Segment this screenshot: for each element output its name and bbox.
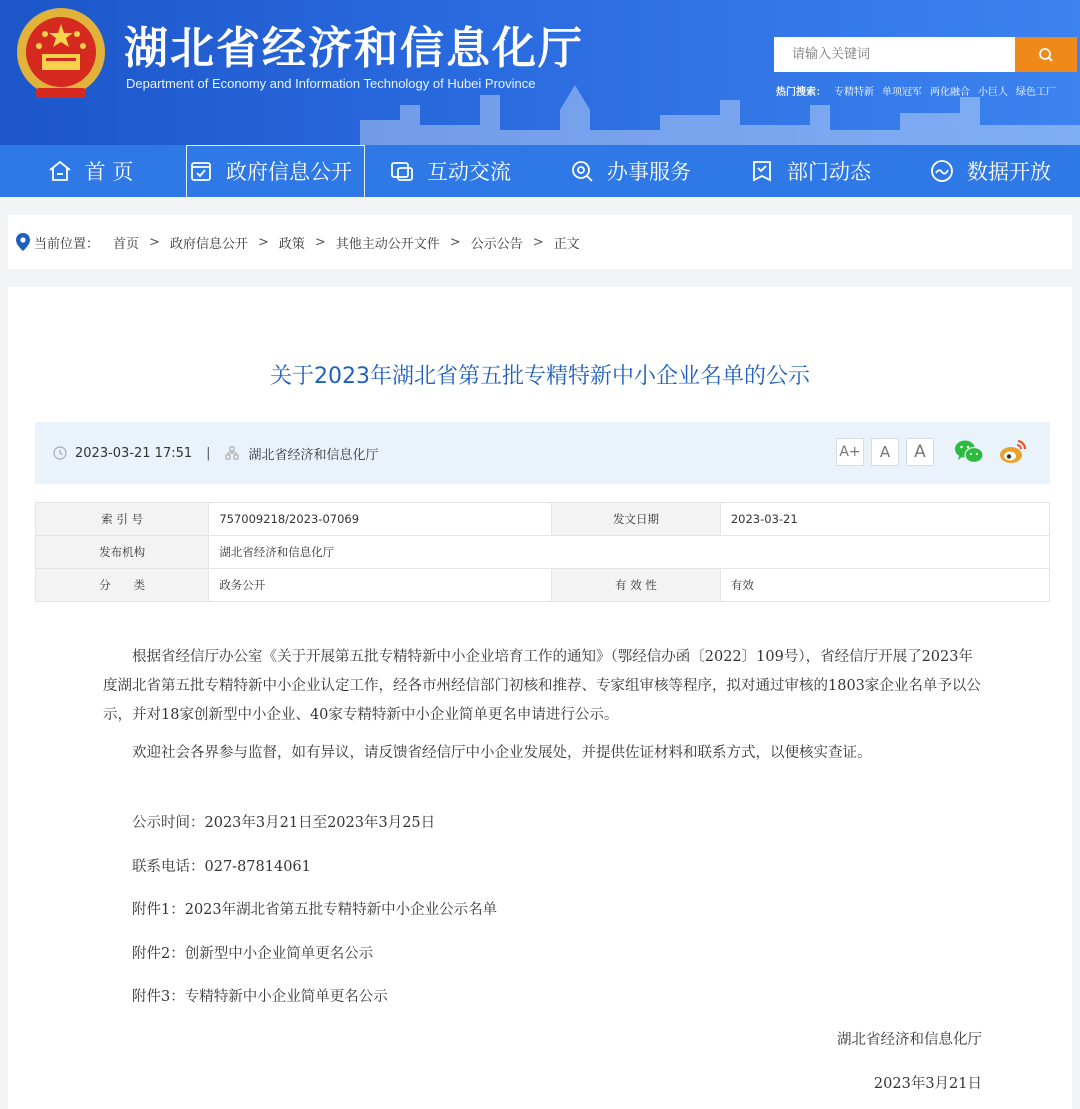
article-datetime: 2023-03-21 17:51 [75, 445, 193, 461]
nav-item-services[interactable] [540, 145, 720, 197]
breadcrumb-separator: > [257, 234, 269, 250]
hot-search-term[interactable]: 专精特新 [834, 87, 874, 98]
wechat-icon[interactable] [954, 438, 984, 466]
font-default-button[interactable] [871, 438, 899, 466]
site-header [0, 0, 1080, 145]
hot-search-term[interactable]: 小巨人 [978, 87, 1008, 98]
article-title: 关于2023年湖北省第五批专精特新中小企业名单的公示 [270, 364, 810, 389]
data-icon [929, 158, 955, 184]
chat-icon [389, 158, 415, 184]
search-button[interactable] [1015, 37, 1077, 72]
publicity-period: 公示时间：2023年3月21日至2023年3月25日 [132, 815, 436, 831]
breadcrumb-separator: > [532, 234, 544, 250]
breadcrumb-item[interactable]: 其他主动公开文件 [335, 236, 440, 252]
news-icon [749, 158, 775, 184]
location-pin-icon [16, 233, 30, 251]
article-source: 湖北省经济和信息化厅 [248, 447, 379, 463]
breadcrumb-separator: > [449, 234, 461, 250]
search-icon [1038, 47, 1054, 63]
article-body [103, 643, 987, 1005]
table-row [36, 503, 1050, 536]
nav-item-gov-info[interactable] [180, 145, 360, 197]
breadcrumb-item[interactable]: 首页 [113, 236, 140, 252]
organization-icon [225, 446, 239, 460]
index-value: 757009218/2023-07069 [209, 503, 552, 536]
font-increase-label: A+ [839, 444, 861, 460]
meta-divider: | [206, 445, 211, 461]
main-nav [0, 145, 1080, 197]
clock-icon [53, 446, 67, 460]
breadcrumb [8, 215, 1072, 269]
hot-search-label: 热门搜索： [776, 87, 826, 98]
nav-label: 部门动态 [787, 160, 871, 184]
article-card [8, 287, 1072, 1109]
service-icon [569, 158, 595, 184]
category-label: 分 类 [36, 569, 209, 602]
share-controls [954, 438, 1028, 466]
validity-label: 有 效 性 [552, 569, 721, 602]
date-value: 2023-03-21 [720, 503, 1049, 536]
nav-item-data[interactable] [900, 145, 1080, 197]
hot-search-term[interactable]: 绿色工厂 [1016, 87, 1056, 98]
signature-organization: 湖北省经济和信息化厅 [837, 1032, 982, 1048]
site-subtitle: Department of Economy and Information Technology of Hubei Province [126, 76, 536, 91]
hot-search-term[interactable]: 单项冠军 [882, 87, 922, 98]
nav-item-interaction[interactable] [360, 145, 540, 197]
nav-item-news[interactable] [720, 145, 900, 197]
attachment-link-1[interactable]: 附件1：2023年湖北省第五批专精特新中小企业公示名单 [132, 902, 498, 918]
index-label: 索 引 号 [36, 503, 209, 536]
home-icon [47, 158, 73, 184]
category-value: 政务公开 [209, 569, 552, 602]
nav-label: 办事服务 [607, 160, 691, 184]
body-paragraph-2: 欢迎社会各界参与监督，如有异议，请反馈省经信厅中小企业发展处，并提供佐证材料和联系方式，以便核实查证。 [132, 745, 872, 761]
table-row [36, 569, 1050, 602]
nav-label: 首 页 [84, 160, 134, 184]
font-decrease-button[interactable] [906, 438, 934, 466]
nav-label: 互动交流 [427, 160, 511, 184]
table-row [36, 536, 1050, 569]
nav-item-home[interactable] [0, 145, 180, 197]
body-paragraph-1: 根据省经信厅办公室《关于开展第五批专精特新中小企业培育工作的通知》（鄂经信办函〔2022〕109号），省经信厅开展了2023年度湖北省第五批专精特新中小企业认定工作，经各市州经信部门初核和推荐、专家组审核等程序，拟对通过审核的1803家企业名单予以公示，并对18家创新型中小企业、40家专精特新中小企业简单更名申请进行公示。 [103, 649, 981, 723]
breadcrumb-item-current: 正文 [553, 236, 580, 252]
attachment-link-2[interactable]: 附件2：创新型中小企业简单更名公示 [132, 946, 374, 962]
signature-date: 2023年3月21日 [873, 1076, 982, 1092]
publisher-label: 发布机构 [36, 536, 209, 569]
hot-search [776, 83, 1056, 98]
font-decrease-label: A [914, 442, 926, 462]
breadcrumb-item[interactable]: 政府信息公开 [169, 236, 248, 252]
document-icon [188, 158, 214, 184]
national-emblem-icon [14, 6, 108, 102]
contact-phone: 联系电话：027-87814061 [132, 859, 311, 875]
date-label: 发文日期 [552, 503, 721, 536]
breadcrumb-separator: > [314, 234, 326, 250]
attachment-link-3[interactable]: 附件3：专精特新中小企业简单更名公示 [132, 989, 388, 1005]
site-title: 湖北省经济和信息化厅 [124, 23, 584, 74]
font-size-controls [836, 438, 934, 466]
font-default-label: A [879, 443, 891, 461]
breadcrumb-separator: > [149, 234, 160, 250]
publisher-value: 湖北省经济和信息化厅 [209, 536, 1050, 569]
font-increase-button[interactable] [836, 438, 864, 466]
hot-search-term[interactable]: 两化融合 [930, 87, 970, 98]
weibo-icon[interactable] [998, 438, 1028, 466]
nav-label: 政府信息公开 [226, 160, 352, 184]
nav-label: 数据开放 [967, 160, 1051, 184]
breadcrumb-item[interactable]: 政策 [278, 236, 305, 252]
document-info-table [35, 502, 1050, 602]
validity-value: 有效 [720, 569, 1049, 602]
search-input[interactable] [774, 37, 1016, 72]
breadcrumb-label: 当前位置： [34, 236, 100, 252]
breadcrumb-item[interactable]: 公示公告 [470, 236, 523, 252]
article-meta-bar [35, 422, 1050, 484]
